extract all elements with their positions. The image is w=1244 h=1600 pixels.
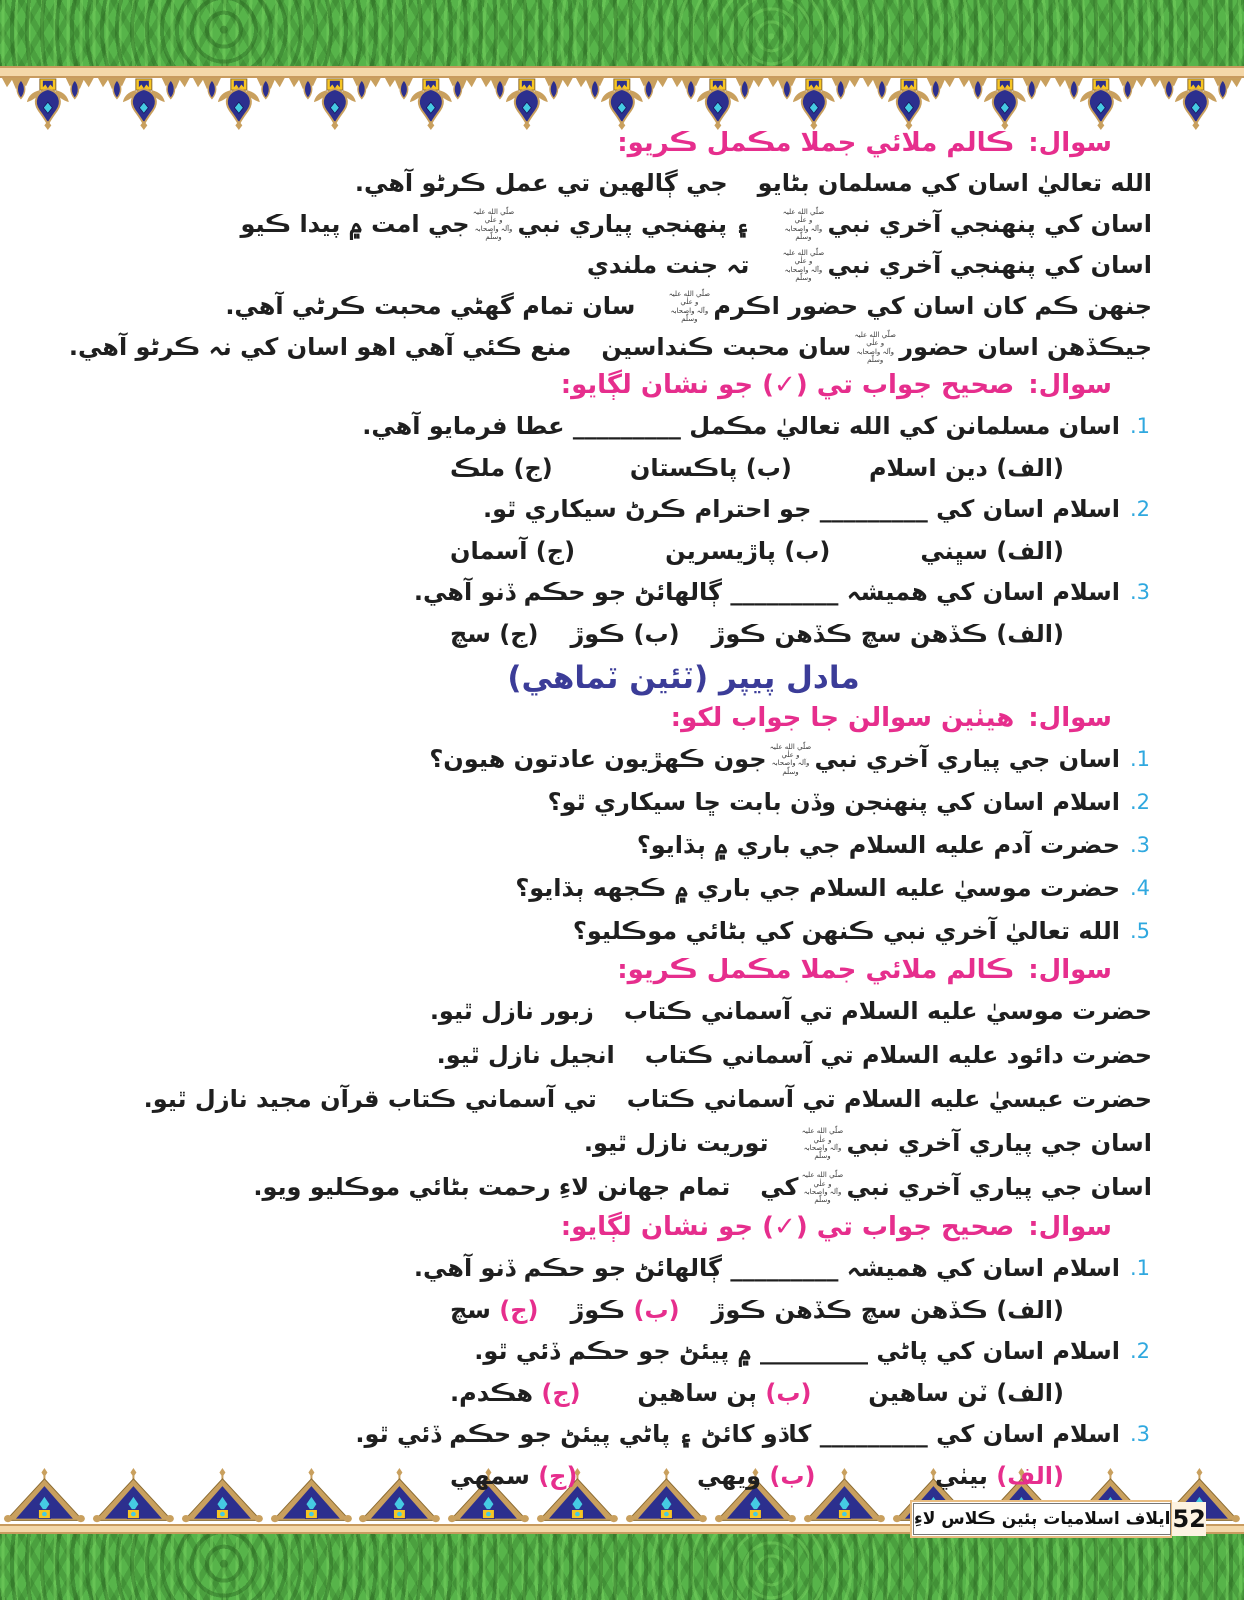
match-row	[55, 245, 1152, 286]
heading-prefix: سوال:	[1028, 370, 1112, 401]
question-text: حضرت موسيٰ عليه السلام جي باري ۾ ڪجهه ٻڌايو؟	[515, 873, 1120, 902]
pbuh-honorific: صلّي الله عليہ و علٰي وآلہ واصحابہ وسلّم	[854, 330, 896, 365]
option	[868, 1378, 1064, 1409]
match-text: حضرت عيسيٰ عليه السلام تي آسماني ڪتاب	[626, 1085, 1152, 1114]
option-label: (الف)	[996, 453, 1064, 482]
question-text: اسان مسلمانن کي الله تعاليٰ مڪمل _________ عطا فرمايو آهي.	[362, 412, 1120, 441]
match-text: اسان کي پنهنجي آخري نبي	[827, 209, 1152, 238]
heading-prefix: سوال:	[1028, 702, 1112, 733]
model-paper-title: مادل پيپر (ٽئين ٽماهي)	[507, 660, 860, 697]
match-right-item	[624, 996, 1152, 1027]
question-text: حضرت آدم عليه السلام جي باري ۾ ٻڌايو؟	[636, 830, 1120, 859]
mcq-question	[55, 488, 1152, 531]
match-text: جنهن ڪم کان اسان کي حضور اڪرم	[713, 291, 1152, 320]
option-label: (ج)	[499, 1295, 539, 1324]
option-label: (ب)	[745, 453, 792, 482]
option	[450, 453, 553, 484]
option-text: سڀني	[920, 536, 988, 565]
option-text: پاڪستان	[629, 453, 738, 482]
option-text: سمهي	[450, 1461, 530, 1490]
question-heading-mcq-1	[55, 370, 1112, 401]
option-label: (ج)	[499, 619, 539, 648]
mcq-question	[55, 571, 1152, 614]
question-number: 1.	[1129, 414, 1151, 439]
match-right-item	[627, 1084, 1152, 1115]
match-right-item	[665, 290, 1152, 324]
match-right-item	[601, 331, 1152, 365]
heading-prefix: سوال:	[1028, 1212, 1112, 1243]
option-label: (ب)	[769, 1461, 816, 1490]
heading-text: ڪالم ملائي جملا مڪمل ڪريو:	[617, 128, 1015, 158]
option-text: ٻن ساهين	[637, 1378, 758, 1407]
match-row	[55, 1122, 1152, 1166]
option-text: ڪوڙ	[570, 1295, 626, 1324]
question-number: 3.	[1129, 1422, 1151, 1447]
option-text: ٽن ساهين	[868, 1378, 988, 1407]
match-text: جي ڳالهين تي عمل ڪرڻو آهي.	[354, 169, 728, 198]
match-left-item	[55, 332, 571, 363]
option-text: ويهي	[696, 1461, 762, 1490]
pbuh-honorific: صلّي الله عليہ و علٰي وآلہ واصحابہ وسلّم	[782, 248, 825, 283]
heading-text: ڪالم ملائي جملا مڪمل ڪريو:	[617, 954, 1015, 985]
option-text: آسمان	[450, 536, 528, 565]
option-label: (الف)	[996, 619, 1064, 648]
option	[637, 1378, 811, 1409]
match-text: منع ڪئي آهي اهو اسان کي نہ ڪرڻو آهي.	[68, 333, 572, 362]
bottom-green-border	[0, 1532, 1244, 1600]
question-text: اسلام اسان کي پاڻي _________ ۾ پيئڻ جو حڪم ڏئي ٿو.	[474, 1337, 1120, 1366]
mcq-block-1	[55, 405, 1152, 654]
option-text: ملڪ	[450, 453, 506, 482]
pbuh-honorific: صلّي الله عليہ و علٰي وآلہ واصحابہ وسلّم	[668, 289, 711, 324]
question-number: 3.	[1129, 580, 1151, 605]
option-text: دين اسلام	[868, 453, 988, 482]
question-number: 4.	[1129, 875, 1151, 900]
match-left-item	[55, 996, 594, 1027]
option	[570, 1295, 679, 1326]
match-left-item	[55, 1128, 769, 1159]
qa-block	[55, 738, 1152, 953]
question-text: اسلام اسان کي _________ جو احترام ڪرڻ سيکاري ٿو.	[483, 495, 1120, 524]
option-text: بيٺي	[934, 1461, 988, 1490]
mcq-options-row	[450, 1290, 1152, 1330]
option	[450, 619, 539, 650]
heading-text: صحيح جواب تي (✓) جو نشان لڳايو:	[560, 370, 1015, 401]
question-text: اسان جي پياري آخري نبي صلّي الله عليہ و علٰي وآلہ واصحابہ وسلّم جون ڪهڙيون عادتون هيون؟	[429, 742, 1120, 776]
question-number: 5.	[1129, 918, 1151, 943]
match-text: انجيل نازل ٿيو.	[436, 1041, 615, 1070]
option-label: (الف)	[996, 536, 1064, 565]
question-number: 2.	[1129, 497, 1151, 522]
question-text: الله تعاليٰ آخري نبي ڪنهن کي بڻائي موڪليو؟	[572, 916, 1120, 945]
mcq-block-2	[55, 1247, 1152, 1496]
option-text: سچ	[450, 619, 491, 648]
option-label: (ج)	[535, 536, 576, 565]
mcq-options-row	[450, 531, 1152, 571]
option	[450, 1461, 577, 1492]
match-right-item	[760, 1171, 1152, 1205]
question-text: اسلام اسان کي پنهنجن وڏن بابت ڇا سيکاري ٿو؟	[547, 787, 1120, 816]
match-right-item	[758, 168, 1152, 199]
match-left-item	[55, 208, 749, 242]
match-row	[55, 163, 1152, 204]
mcq-question	[55, 405, 1152, 448]
pbuh-honorific: صلّي الله عليہ و علٰي وآلہ واصحابہ وسلّم	[801, 1171, 844, 1205]
question-heading-match-1	[55, 128, 1112, 159]
match-right-item	[645, 1040, 1152, 1071]
option-text: پاڙيسرين	[665, 536, 776, 565]
match-text: اسان کي پنهنجي آخري نبي	[827, 250, 1152, 279]
option-label: (ب)	[633, 619, 680, 648]
match-text: سان تمام گهڻي محبت ڪرڻي آهي.	[225, 292, 636, 321]
mcq-options-row	[450, 614, 1152, 654]
option-label: (ج)	[538, 1461, 578, 1490]
match-right-item	[799, 1127, 1153, 1161]
option-text: هڪدم.	[450, 1378, 533, 1407]
qa-question	[55, 738, 1152, 781]
mcq-options-row	[450, 448, 1152, 488]
match-row	[55, 1034, 1152, 1078]
question-text: اسلام اسان کي _________ کاڌو کائڻ ۽ پاڻي پيئڻ جو حڪم ڏئي ٿو.	[355, 1420, 1120, 1449]
option-label: (ب)	[784, 536, 831, 565]
heading-prefix: سوال:	[1028, 128, 1112, 158]
match-text: تمام جهانن لاءِ رحمت بڻائي موڪليو ويو.	[253, 1173, 731, 1202]
mcq-options-row	[450, 1456, 1152, 1496]
match-left-item	[55, 1172, 730, 1203]
match-text: زبور نازل ٿيو.	[429, 997, 594, 1026]
match-row	[55, 327, 1152, 368]
question-heading-match-2	[55, 955, 1112, 986]
match-text: الله تعاليٰ اسان کي مسلمان بڻايو	[757, 169, 1152, 198]
match-left-item	[55, 168, 728, 199]
option-text: سچ	[450, 1295, 491, 1324]
option-label: (ج)	[541, 1378, 581, 1407]
option	[450, 1295, 539, 1326]
qa-question	[55, 781, 1152, 824]
qa-question	[55, 910, 1152, 953]
match-row	[55, 1078, 1152, 1122]
match-right-item	[779, 208, 1152, 242]
match-text: اسان جي پياري آخري نبي	[846, 1173, 1152, 1202]
question-heading-qa	[55, 703, 1112, 734]
match-left-item	[55, 250, 749, 281]
pbuh-honorific: صلّي الله عليہ و علٰي وآلہ واصحابہ وسلّم	[769, 742, 812, 776]
option-label: (ب)	[633, 1295, 680, 1324]
option-label: (ب)	[765, 1378, 812, 1407]
match-left-item	[55, 291, 635, 322]
match-text: اسان جي پياري آخري نبي	[846, 1129, 1152, 1158]
option	[697, 1461, 815, 1492]
question-number: 1.	[1129, 746, 1151, 771]
option-label: (ج)	[513, 453, 553, 482]
question-number: 2.	[1129, 789, 1151, 814]
match-text: حضرت دائود عليه السلام تي آسماني ڪتاب	[644, 1041, 1152, 1070]
question-text: اسلام اسان کي هميشہ _________ ڳالهائڻ جو حڪم ڏنو آهي.	[413, 1254, 1120, 1283]
page-number: 52	[1172, 1502, 1205, 1536]
match-row	[55, 286, 1152, 327]
option	[935, 1461, 1064, 1492]
option	[712, 1295, 1064, 1326]
match-text: ۽ پنهنجي پياري نبي	[517, 209, 750, 238]
question-number: 2.	[1129, 1339, 1151, 1364]
match-text: حضرت موسيٰ عليه السلام تي آسماني ڪتاب	[623, 997, 1152, 1026]
pbuh-honorific: صلّي الله عليہ و علٰي وآلہ واصحابہ وسلّم	[782, 207, 825, 242]
question-number: 3.	[1129, 832, 1151, 857]
option	[920, 536, 1064, 567]
match-text: سان محبت ڪنداسين	[601, 332, 852, 361]
match-row	[55, 1166, 1152, 1210]
option-text: ڪڏهن سچ ڪڏهن ڪوڙ	[711, 1295, 988, 1324]
option	[665, 536, 830, 567]
match-text: تي آسماني ڪتاب قرآن مجيد نازل ٿيو.	[143, 1085, 597, 1114]
option	[712, 619, 1064, 650]
option	[450, 1378, 581, 1409]
option-label: (الف)	[996, 1378, 1064, 1407]
option-label: (الف)	[996, 1461, 1064, 1490]
match-text: کي	[760, 1173, 799, 1202]
mcq-question	[55, 1247, 1152, 1290]
match-right-item	[779, 249, 1152, 283]
option-text: ڪوڙ	[570, 619, 626, 648]
option-label: (الف)	[996, 1295, 1064, 1324]
match-row	[55, 204, 1152, 245]
page-footer-box	[910, 1500, 1206, 1538]
pbuh-honorific: صلّي الله عليہ و علٰي وآلہ واصحابہ وسلّم	[801, 1127, 844, 1161]
option-text: ڪڏهن سچ ڪڏهن ڪوڙ	[711, 619, 988, 648]
heading-text: هيٺين سوالن جا جواب لکو:	[670, 702, 1015, 733]
match-text: تہ جنت ملندي	[586, 251, 750, 280]
option	[450, 536, 575, 567]
option	[570, 619, 679, 650]
mcq-options-row	[450, 1373, 1152, 1413]
match-text: جيڪڏهن اسان حضور	[899, 332, 1152, 361]
match-text: جي امت ۾ پيدا ڪيو	[240, 209, 470, 238]
mcq-question	[55, 1413, 1152, 1456]
heading-text: صحيح جواب تي (✓) جو نشان لڳايو:	[560, 1212, 1015, 1243]
qa-question	[55, 867, 1152, 910]
qa-question	[55, 824, 1152, 867]
heading-prefix: سوال:	[1028, 954, 1112, 985]
match-left-item	[55, 1084, 597, 1115]
match-text: توريت نازل ٿيو.	[583, 1129, 769, 1158]
question-number: 1.	[1129, 1256, 1151, 1281]
pbuh-honorific: صلّي الله عليہ و علٰي وآلہ واصحابہ وسلّم	[472, 207, 515, 242]
match-left-item	[55, 1040, 615, 1071]
option	[630, 453, 792, 484]
question-text: اسلام اسان کي هميشہ _________ ڳالهائڻ جو حڪم ڏنو آهي.	[413, 578, 1120, 607]
book-title: ايلاف اسلاميات ٻئين ڪلاس لاءِ	[913, 1503, 1171, 1535]
match-columns-table-1	[55, 163, 1152, 368]
mcq-question	[55, 1330, 1152, 1373]
match-row	[55, 990, 1152, 1034]
match-columns-table-2	[55, 990, 1152, 1210]
option	[869, 453, 1064, 484]
question-heading-mcq-2	[55, 1212, 1112, 1243]
